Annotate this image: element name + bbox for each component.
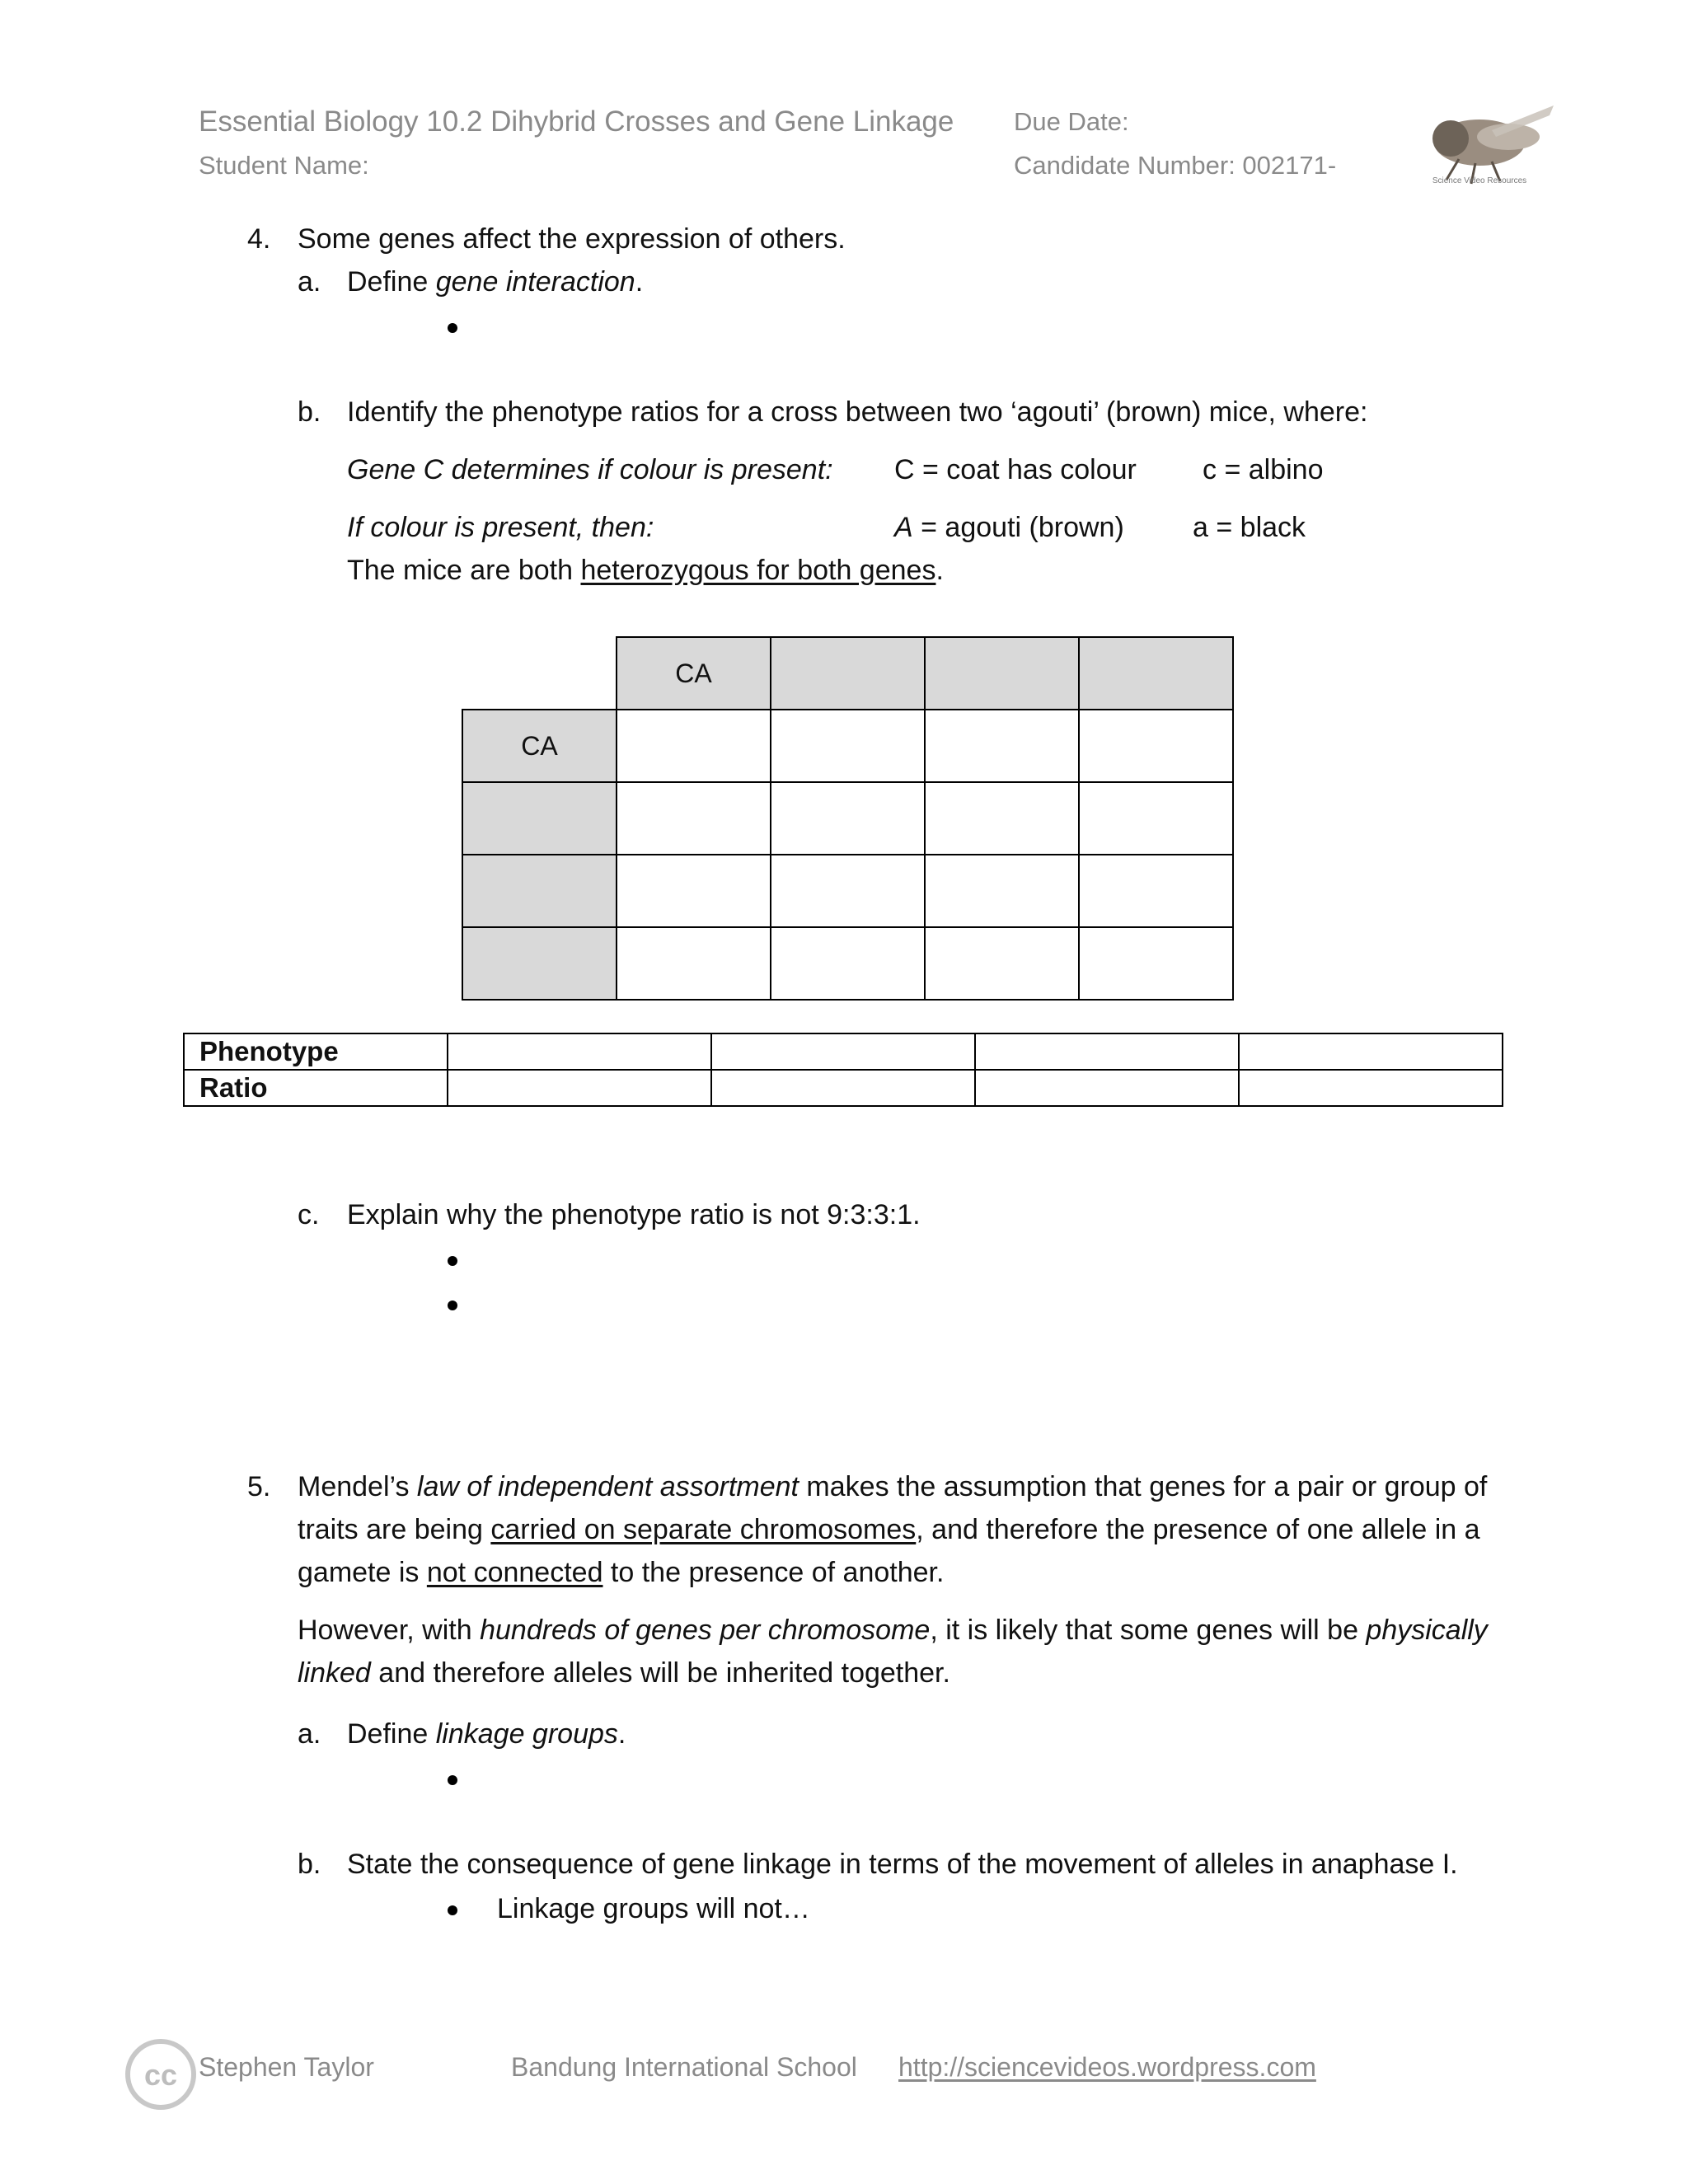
punnett-gamete-top[interactable]: CA [617, 637, 771, 710]
worksheet-title: Essential Biology 10.2 Dihybrid Crosses and Gene Linkage [199, 105, 954, 138]
q5a-answer-bullet [448, 1775, 457, 1785]
gene-c-recessive: c = albino [1203, 454, 1324, 485]
q5a-label: a. [298, 1718, 321, 1750]
mice-genotype-note: The mice are both heterozygous for both genes. [347, 555, 944, 586]
q4b-question: Identify the phenotype ratios for a cross between two ‘agouti’ (brown) mice, where: [347, 396, 1368, 428]
fly-logo-icon [1401, 97, 1558, 188]
footer-author: Stephen Taylor [199, 2052, 374, 2082]
due-date-label: Due Date: [1014, 107, 1129, 136]
q5b-question: State the consequence of gene linkage in terms of the movement of alleles in anaphase I. [347, 1849, 1458, 1880]
phenotype-cell[interactable] [1239, 1033, 1503, 1070]
punnett-cell[interactable] [617, 782, 771, 855]
phenotype-cell[interactable] [448, 1033, 711, 1070]
q5a-question: Define linkage groups. [347, 1718, 626, 1750]
student-name-label: Student Name: [199, 151, 369, 180]
punnett-cell[interactable] [771, 782, 925, 855]
phenotype-cell[interactable] [711, 1033, 975, 1070]
gene-c-label: Gene C determines if colour is present: [347, 454, 833, 485]
q4-stem: Some genes affect the expression of others. [298, 223, 846, 255]
q4c-answer-bullet [448, 1301, 457, 1310]
punnett-cell[interactable] [617, 927, 771, 1000]
phenotype-ratio-table [183, 1033, 1503, 1107]
punnett-gamete-side[interactable] [462, 927, 617, 1000]
punnett-cell[interactable] [1079, 927, 1233, 1000]
ratio-cell[interactable] [975, 1070, 1239, 1106]
q5b-bullet-text: Linkage groups will not… [497, 1893, 810, 1924]
punnett-gamete-side[interactable]: CA [462, 710, 617, 782]
footer-url-link[interactable]: http://sciencevideos.wordpress.com [898, 2052, 1316, 2082]
punnett-cell[interactable] [925, 710, 1079, 782]
q4a-answer-bullet [448, 323, 457, 333]
logo-caption: Science Video Resources [1432, 176, 1527, 185]
q4c-answer-bullet [448, 1256, 457, 1266]
punnett-gamete-top[interactable] [925, 637, 1079, 710]
ratio-cell[interactable] [711, 1070, 975, 1106]
ratio-cell[interactable] [448, 1070, 711, 1106]
punnett-gamete-top[interactable] [1079, 637, 1233, 710]
gene-a-recessive: a = black [1193, 512, 1306, 543]
q5b-label: b. [298, 1849, 321, 1880]
q5-para2-line-2: linked and therefore alleles will be inherited together. [298, 1657, 950, 1689]
ratio-row-label: Ratio [184, 1070, 448, 1106]
gene-a-label: If colour is present, then: [347, 512, 654, 543]
punnett-cell[interactable] [1079, 855, 1233, 927]
punnett-cell[interactable] [925, 782, 1079, 855]
candidate-number-label: Candidate Number: 002171- [1014, 151, 1337, 180]
punnett-cell[interactable] [771, 710, 925, 782]
q5b-answer-bullet [448, 1905, 457, 1915]
punnett-cell[interactable] [617, 710, 771, 782]
phenotype-row-label: Phenotype [184, 1033, 448, 1070]
punnett-cell[interactable] [925, 855, 1079, 927]
q5-para2-line-1: However, with hundreds of genes per chromosome, it is likely that some genes will be physically [298, 1615, 1488, 1646]
punnett-gamete-top[interactable] [771, 637, 925, 710]
punnett-cell[interactable] [925, 927, 1079, 1000]
q4c-question: Explain why the phenotype ratio is not 9:3:3:1. [347, 1199, 921, 1230]
punnett-cell[interactable] [617, 855, 771, 927]
q4a-label: a. [298, 266, 321, 298]
gene-a-dominant: A = agouti (brown) [894, 512, 1124, 543]
cc-mark: cc [143, 2058, 178, 2092]
footer-school: Bandung International School [511, 2052, 857, 2082]
phenotype-cell[interactable] [975, 1033, 1239, 1070]
punnett-cell[interactable] [771, 927, 925, 1000]
q5-line-2: traits are being carried on separate chromosomes, and therefore the presence of one allele in a [298, 1514, 1480, 1545]
q5-line-1: Mendel’s law of independent assortment makes the assumption that genes for a pair or group of [298, 1471, 1488, 1502]
q5-number: 5. [247, 1471, 271, 1502]
punnett-cell[interactable] [1079, 782, 1233, 855]
punnett-square [462, 636, 1234, 1001]
q4c-label: c. [298, 1199, 320, 1230]
punnett-corner [462, 637, 617, 710]
punnett-gamete-side[interactable] [462, 855, 617, 927]
q4a-question: Define gene interaction. [347, 266, 644, 298]
q4-number: 4. [247, 223, 271, 255]
punnett-cell[interactable] [1079, 710, 1233, 782]
punnett-cell[interactable] [771, 855, 925, 927]
creative-commons-icon [124, 2037, 198, 2111]
ratio-cell[interactable] [1239, 1070, 1503, 1106]
q5-line-3: gamete is not connected to the presence of another. [298, 1557, 945, 1588]
gene-c-dominant: C = coat has colour [894, 454, 1137, 485]
q4b-label: b. [298, 396, 321, 428]
punnett-gamete-side[interactable] [462, 782, 617, 855]
